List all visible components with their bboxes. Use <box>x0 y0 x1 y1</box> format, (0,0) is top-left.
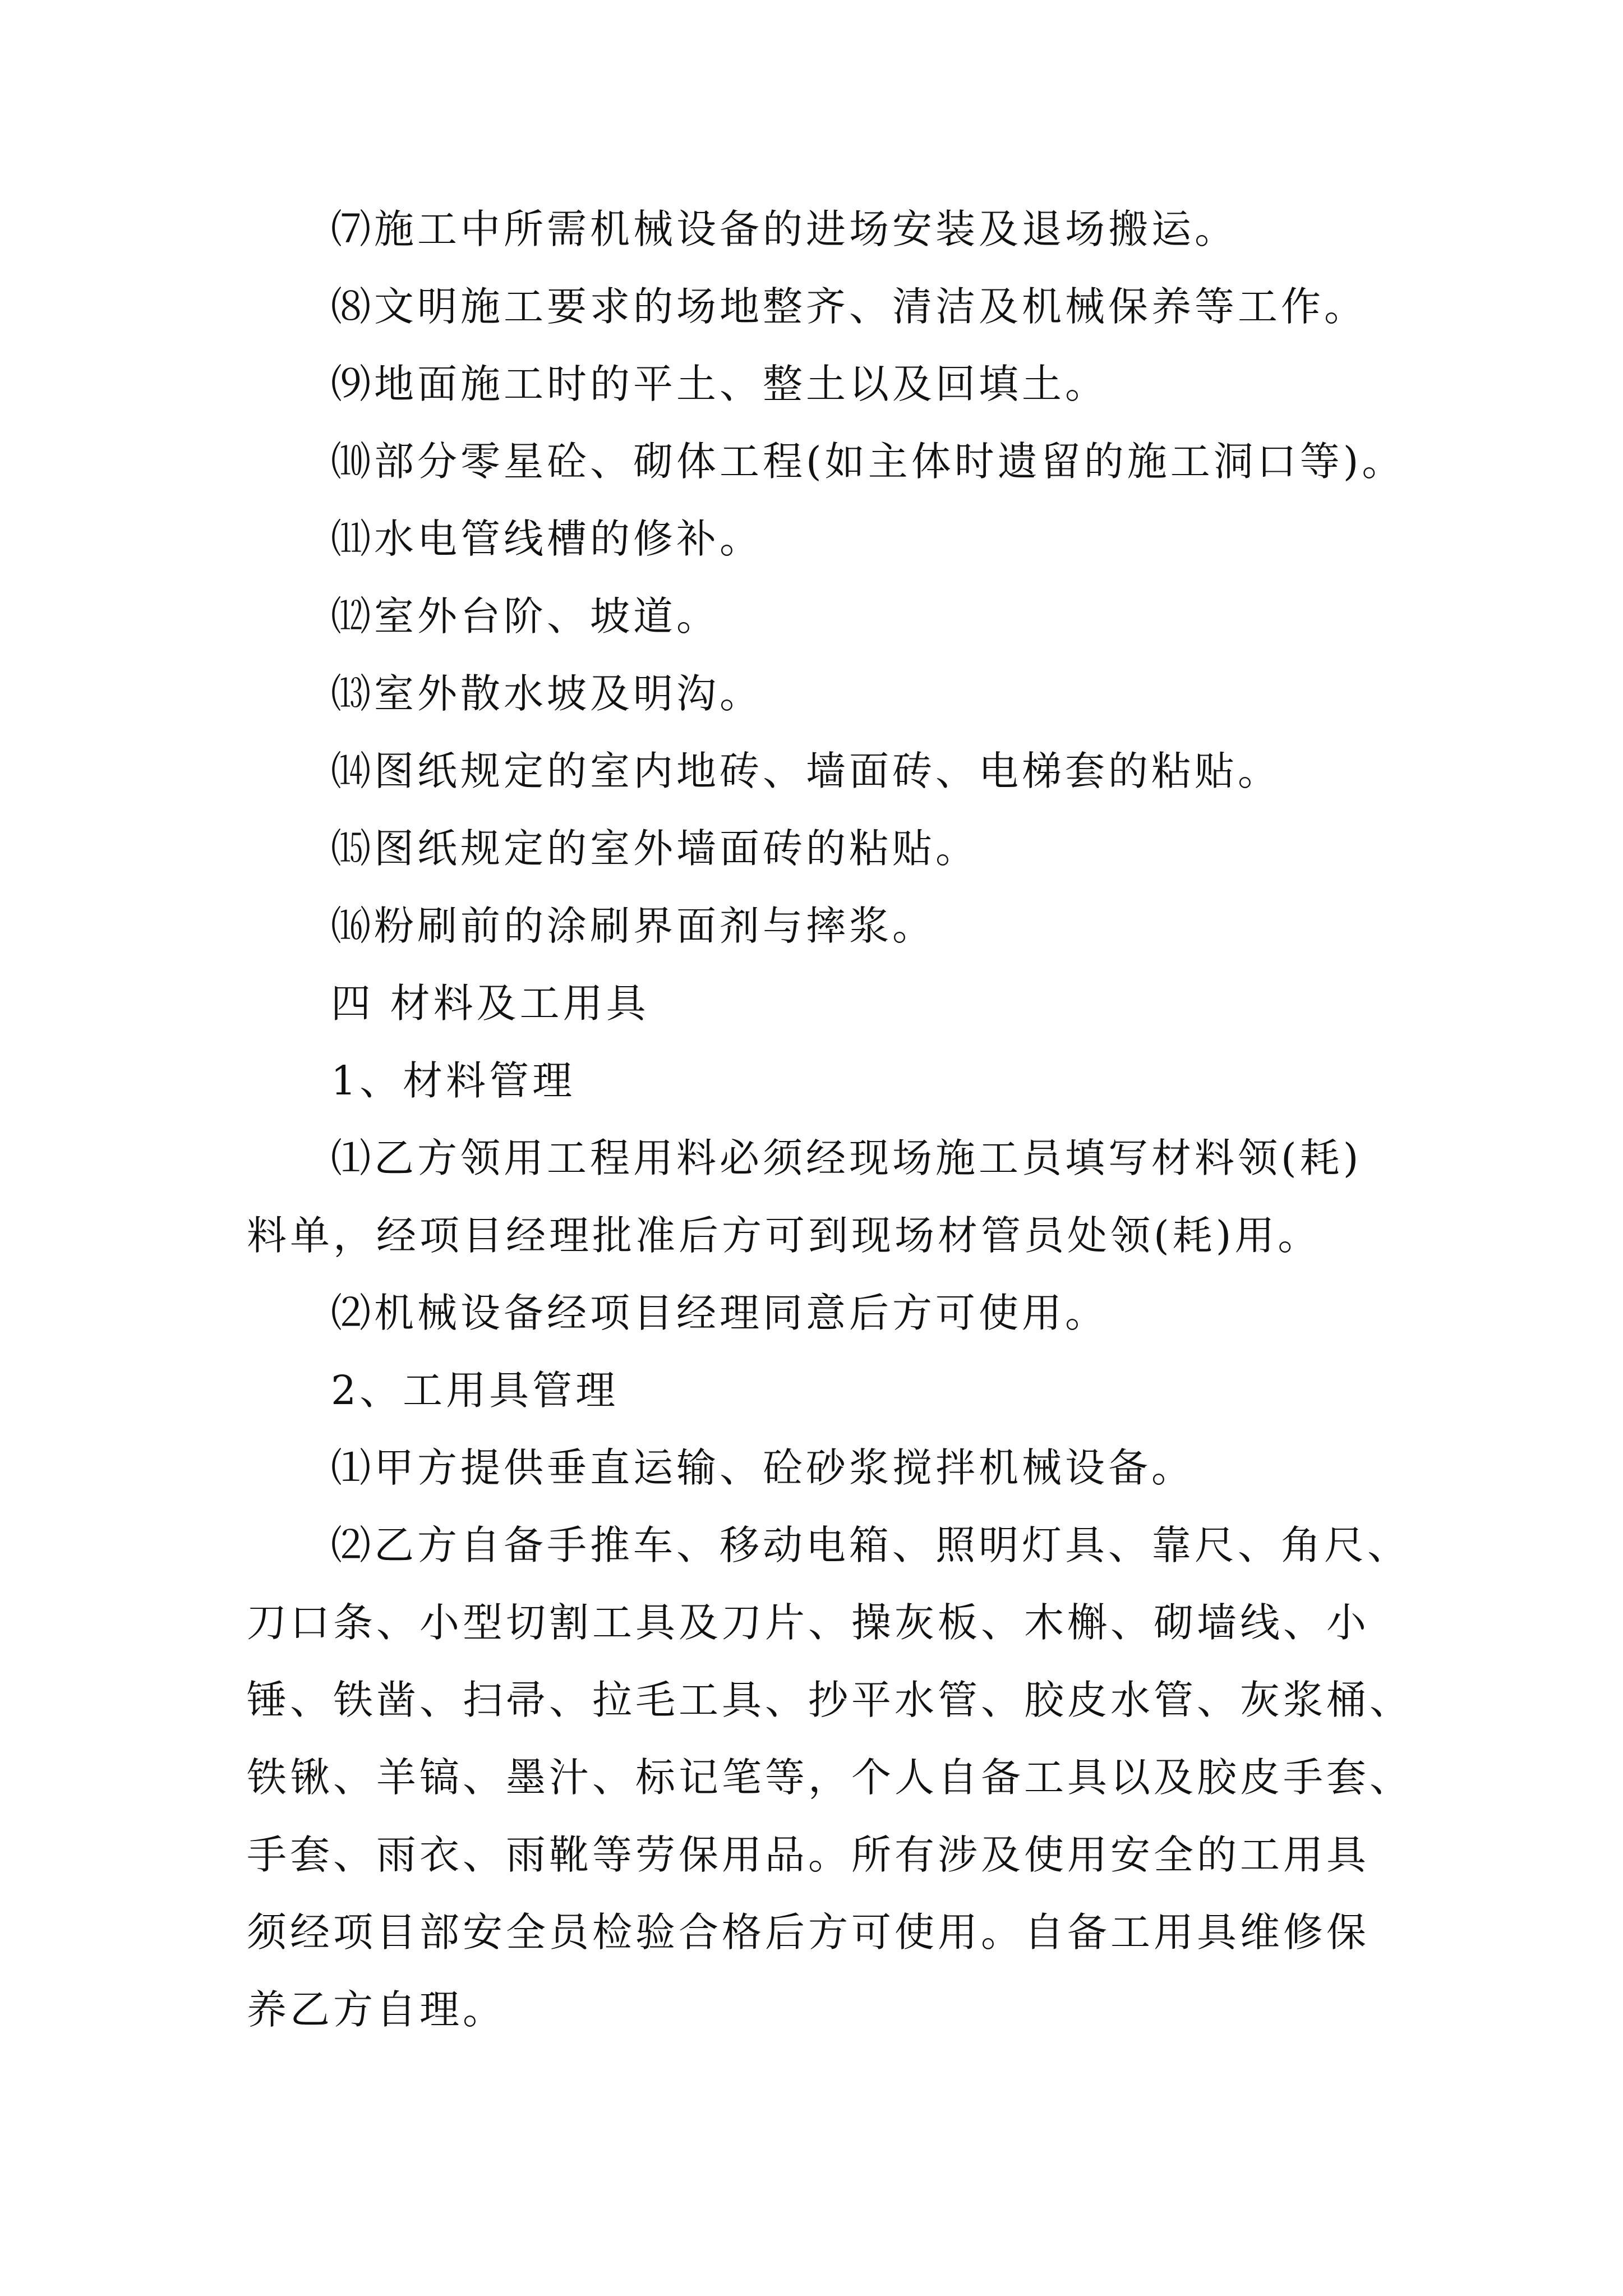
text-line: ⒀室外散水坡及明沟。 <box>331 670 763 717</box>
text-line: ⒂图纸规定的室外墙面砖的粘贴。 <box>331 825 979 872</box>
section-heading: 四 材料及工用具 <box>331 980 649 1027</box>
text-line: ⑻文明施工要求的场地整齐、清洁及机械保养等工作。 <box>331 283 1368 330</box>
text-line: ⑾水电管线槽的修补。 <box>331 516 763 562</box>
text-line: ⒃粉刷前的涂刷界面剂与摔浆。 <box>331 903 936 949</box>
text-line: ⑵乙方自备手推车、移动电箱、照明灯具、靠尺、角尺、 <box>331 1522 1411 1568</box>
text-line: ⑿室外台阶、坡道。 <box>331 593 720 639</box>
text-line: 铁锹、羊镐、墨汁、标记笔等，个人自备工具以及胶皮手套、 <box>247 1754 1413 1801</box>
text-line: ⑽部分零星砼、砌体工程(如主体时遗留的施工洞口等)。 <box>331 438 1405 485</box>
text-line: 手套、雨衣、雨靴等劳保用品。所有涉及使用安全的工用具 <box>247 1832 1370 1878</box>
text-line: 刀口条、小型切割工具及刀片、操灰板、木槲、砌墙线、小 <box>247 1599 1370 1646</box>
text-line: ⒁图纸规定的室内地砖、墙面砖、电梯套的粘贴。 <box>331 748 1281 794</box>
text-line: ⑼地面施工时的平土、整土以及回填土。 <box>331 361 1109 407</box>
text-line: ⑴甲方提供垂直运输、砼砂浆搅拌机械设备。 <box>331 1444 1195 1491</box>
subsection-heading: 1、材料管理 <box>331 1057 576 1104</box>
text-line: ⑵机械设备经项目经理同意后方可使用。 <box>331 1290 1109 1336</box>
text-line: 锤、铁凿、扫帚、拉毛工具、抄平水管、胶皮水管、灰浆桶、 <box>247 1677 1413 1723</box>
text-line: 料单，经项目经理批准后方可到现场材管员处领(耗)用。 <box>247 1212 1321 1259</box>
text-line: 养乙方自理。 <box>247 1986 506 2033</box>
text-line: ⑴乙方领用工程用料必须经现场施工员填写材料领(耗) <box>331 1135 1362 1181</box>
text-line: 须经项目部安全员检验合格后方可使用。自备工用具维修保 <box>247 1909 1370 1955</box>
text-line: ⑺施工中所需机械设备的进场安装及退场搬运。 <box>331 206 1238 252</box>
subsection-heading: 2、工用具管理 <box>331 1367 619 1414</box>
document-body <box>247 191 1419 2049</box>
